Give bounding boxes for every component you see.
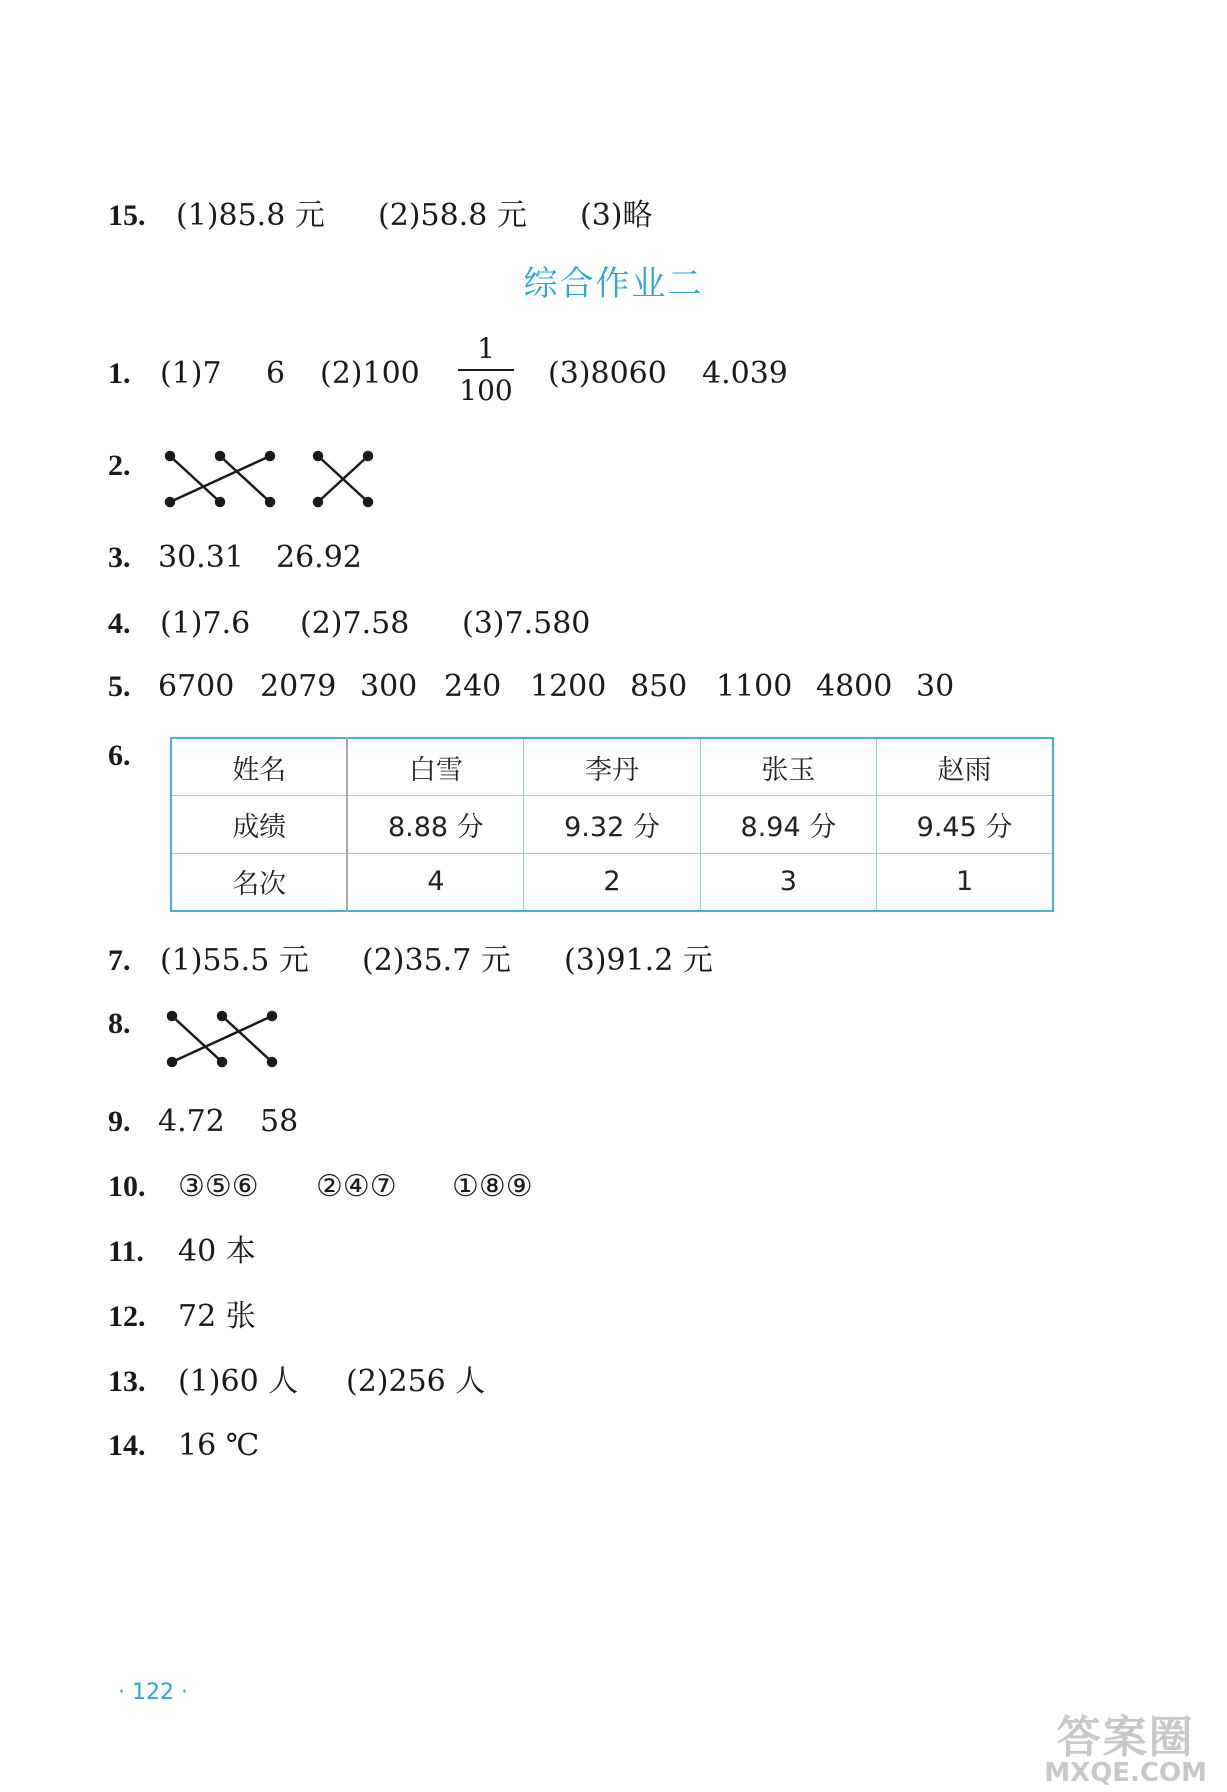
question-number: 1. <box>108 357 131 390</box>
table-cell: 8.94 分 <box>700 796 876 853</box>
question-number: 5. <box>108 670 131 703</box>
answer-value: 1100 <box>716 669 793 704</box>
scores-table <box>170 737 1054 912</box>
watermark-url: MXQE.COM <box>1044 1758 1207 1788</box>
watermark-text: 答案圈 <box>1056 1712 1195 1763</box>
watermark-logo <box>1044 1712 1207 1788</box>
table-cell: 4 <box>347 853 523 911</box>
table-cell: 2 <box>524 853 700 911</box>
table-cell: 成绩 <box>171 796 347 853</box>
table-cell: 名次 <box>171 853 347 911</box>
answer-value: 850 <box>630 669 688 704</box>
table-cell: 9.45 分 <box>877 796 1053 853</box>
table-row <box>171 738 1053 796</box>
answer-value: 72 张 <box>178 1299 256 1334</box>
answer-part: (1)85.8 元 <box>176 198 325 233</box>
fraction-bar <box>458 369 514 371</box>
question-number: 15. <box>108 199 146 232</box>
answer-part: (3)91.2 元 <box>564 943 713 978</box>
table-row <box>171 796 1053 853</box>
fraction-denominator: 100 <box>459 374 513 407</box>
answer-value: 1200 <box>530 669 607 704</box>
answer-value: 300 <box>360 669 418 704</box>
question-number: 3. <box>108 541 131 574</box>
table-header-cell: 张玉 <box>700 738 876 796</box>
answer-part: (1)55.5 元 <box>160 943 309 978</box>
question-number: 10. <box>108 1170 146 1203</box>
question-number: 13. <box>108 1365 146 1398</box>
table-header-cell: 李丹 <box>524 738 700 796</box>
question-number: 7. <box>108 944 131 977</box>
question-number: 9. <box>108 1105 131 1138</box>
page-number: · 122 · <box>118 1680 188 1705</box>
answer-value: 26.92 <box>276 540 362 575</box>
question-number: 6. <box>108 739 131 772</box>
table-header-cell: 赵雨 <box>877 738 1053 796</box>
table-header-cell: 姓名 <box>171 738 347 796</box>
answer-value: 40 本 <box>178 1234 256 1269</box>
matching-diagram <box>160 446 380 514</box>
question-number: 11. <box>108 1235 144 1268</box>
answer-value: 2079 <box>260 669 337 704</box>
answer-part: (2)58.8 元 <box>378 198 527 233</box>
answer-part: (2)100 <box>320 356 420 391</box>
answer-group: ②④⑦ <box>316 1169 397 1204</box>
answer-value: 30 <box>916 669 955 704</box>
answer-part: (2)256 人 <box>346 1364 486 1399</box>
question-number: 8. <box>108 1007 131 1040</box>
answer-part: (2)7.58 <box>300 606 410 641</box>
answer-value: 4800 <box>816 669 893 704</box>
answer-value: 16 ℃ <box>178 1428 260 1463</box>
question-number: 12. <box>108 1300 146 1333</box>
table-row <box>171 853 1053 911</box>
table-header-cell: 白雪 <box>347 738 523 796</box>
table-cell: 9.32 分 <box>524 796 700 853</box>
answer-part: 4.039 <box>702 356 788 391</box>
answer-value: 58 <box>260 1104 299 1139</box>
answer-value: 240 <box>444 669 502 704</box>
fraction <box>458 332 514 408</box>
table-cell: 1 <box>877 853 1053 911</box>
answer-value: 30.31 <box>158 540 244 575</box>
question-number: 4. <box>108 607 131 640</box>
answer-part: 6 <box>266 356 286 391</box>
answer-part: (3)略 <box>580 198 653 233</box>
answer-part: (2)35.7 元 <box>362 943 511 978</box>
answer-part: (1)60 人 <box>178 1364 299 1399</box>
answer-group: ③⑤⑥ <box>178 1169 259 1204</box>
fraction-numerator: 1 <box>477 332 495 365</box>
matching-diagram <box>162 1006 282 1074</box>
answer-value: 4.72 <box>158 1104 225 1139</box>
answer-part: (3)7.580 <box>462 606 591 641</box>
question-number: 14. <box>108 1429 146 1462</box>
table-cell: 8.88 分 <box>347 796 523 853</box>
answer-part: (1)7 <box>160 356 222 391</box>
table-cell: 3 <box>700 853 876 911</box>
answer-part: (3)8060 <box>548 356 667 391</box>
answer-value: 6700 <box>158 669 235 704</box>
answer-part: (1)7.6 <box>160 606 251 641</box>
answer-group: ①⑧⑨ <box>452 1169 533 1204</box>
section-title: 综合作业二 <box>523 264 704 304</box>
question-number: 2. <box>108 449 131 482</box>
